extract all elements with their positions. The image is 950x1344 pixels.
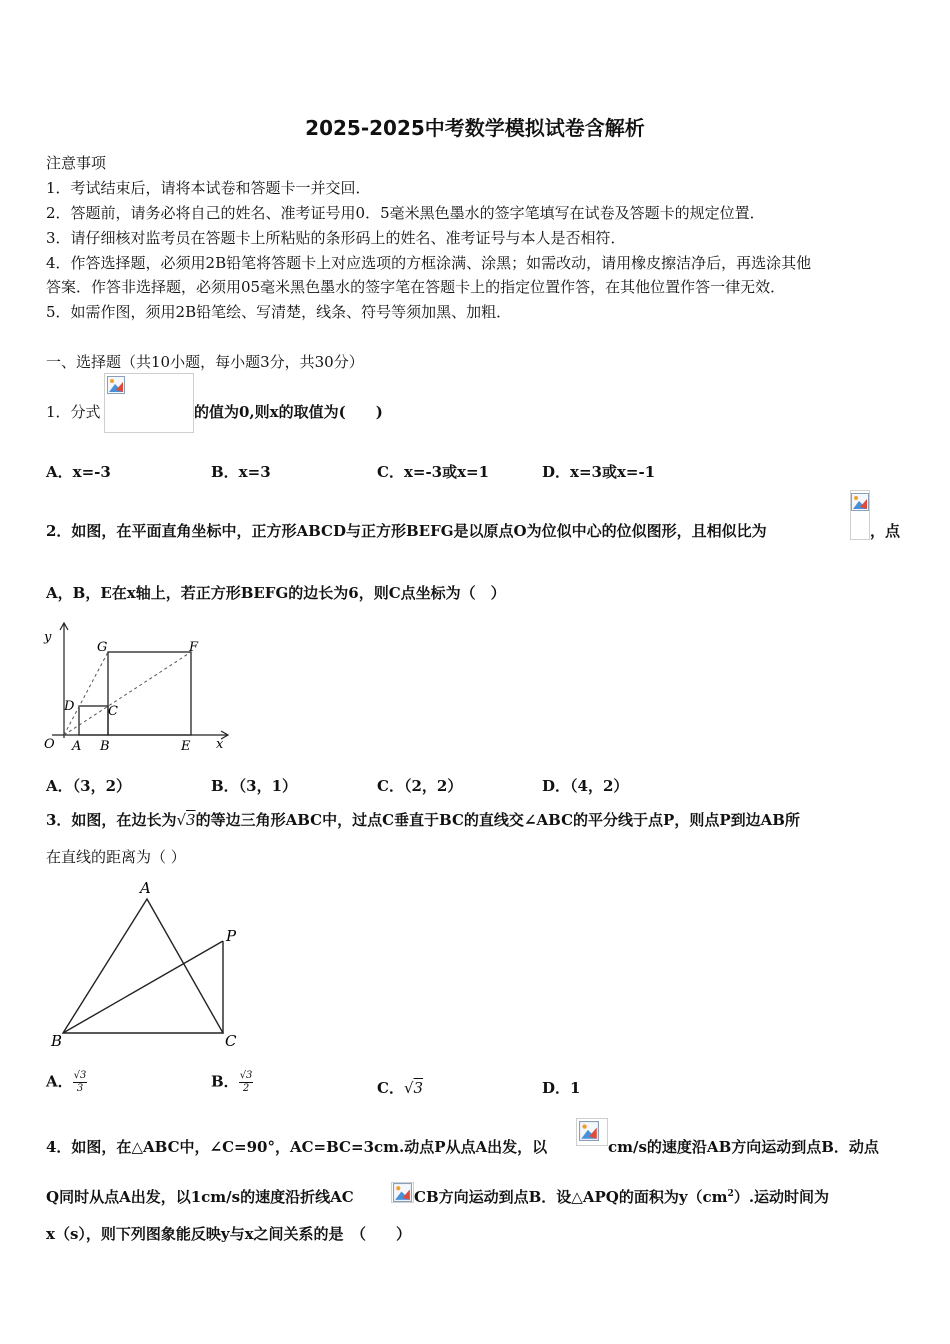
q2-option-c: C．（2，2） xyxy=(377,777,463,795)
q4-text-line1: 4．如图，在△ABC中，∠C=90°，AC=BC=3cm.动点P从点A出发，以 xyxy=(46,1138,548,1156)
q2-ratio-image xyxy=(850,490,870,540)
q2-fig-label: B xyxy=(100,739,110,754)
q3-option-fraction xyxy=(73,1070,88,1095)
q1-fraction-image xyxy=(104,373,194,433)
q2-text-line1-end: ，点 xyxy=(870,522,901,540)
q2-fig-label: F xyxy=(189,640,199,655)
q1-prefix: 1．分式 xyxy=(46,403,101,421)
q3-option-letter: A． xyxy=(46,1072,73,1091)
q4-path-image xyxy=(391,1182,414,1203)
q4-text-line3: x（s），则下列图象能反映y与x之间关系的是 （ ） xyxy=(46,1225,412,1243)
q3-option-d xyxy=(542,1077,580,1098)
q1-option-a: A．x=-3 xyxy=(46,463,111,481)
notice-item: 3．请仔细核对监考员在答题卡上所粘贴的条形码上的姓名、准考证号与本人是否相符． xyxy=(46,229,626,247)
q2-fig-label: A xyxy=(72,739,82,754)
q3-fig-label: P xyxy=(226,927,237,945)
q2-fig-label: E xyxy=(181,739,191,754)
q3-option-b xyxy=(211,1070,253,1095)
q3-option-num: √3 xyxy=(239,1070,253,1081)
notice-item: 1．考试结束后，请将本试卷和答题卡一并交回． xyxy=(46,179,371,197)
q3-text-end: 的等边三角形ABC中，过点C垂直于BC的直线交∠ABC的平分线于点P，则点P到边AB所 xyxy=(195,811,800,829)
q3-figure xyxy=(40,878,250,1053)
q3-text-line2: 在直线的距离为（ ） xyxy=(46,848,186,866)
q3-option-value: 1 xyxy=(570,1079,581,1097)
broken-image-icon xyxy=(851,493,869,511)
broken-image-icon xyxy=(393,1183,412,1202)
q4-text-line2-end xyxy=(414,1186,829,1207)
q4-text-line2-tail: ）.运动时间为 xyxy=(733,1188,830,1206)
q2-fig-label: O xyxy=(44,737,55,752)
q2-figure xyxy=(40,620,240,755)
q2-fig-label: D xyxy=(64,699,75,714)
q3-option-radicand: 3 xyxy=(413,1079,424,1097)
q3-option-c xyxy=(377,1077,423,1098)
q3-option-den: 2 xyxy=(242,1083,250,1094)
broken-image-icon xyxy=(579,1121,599,1141)
q3-option-letter: B． xyxy=(211,1072,239,1091)
q3-text-start: 3．如图，在边长为 xyxy=(46,811,177,829)
section-heading: 一、选择题（共10小题，每小题3分，共30分） xyxy=(46,353,364,371)
q2-option-d: D．（4，2） xyxy=(542,777,629,795)
notice-item: 5．如需作图，须用2B铅笔绘、写清楚，线条、符号等须加黑、加粗． xyxy=(46,303,512,321)
q3-fig-label: A xyxy=(140,879,151,897)
broken-image-icon xyxy=(107,376,125,394)
q4-text-line2-start: Q同时从点A出发，以1cm/s的速度沿折线AC xyxy=(46,1188,354,1206)
q2-fig-label: y xyxy=(44,630,52,645)
q1-suffix: 的值为0,则x的取值为( ) xyxy=(194,403,383,421)
q3-fig-label: B xyxy=(51,1032,63,1050)
q2-text-line1: 2．如图，在平面直角坐标中，正方形ABCD与正方形BEFG是以原点O为位似中心的位似图形，且相似比为 xyxy=(46,522,767,540)
q4-text-line2-mid: CB方向运动到点B．设△APQ的面积为y（cm xyxy=(414,1188,728,1206)
q3-sqrt-radicand: 3 xyxy=(186,811,196,829)
page-title: 2025-2025中考数学模拟试卷含解析 xyxy=(305,116,645,140)
q2-option-a: A．（3，2） xyxy=(46,777,132,795)
q3-option-num: √3 xyxy=(73,1070,87,1081)
q3-option-sqrt: √3 xyxy=(403,1079,424,1097)
notice-heading: 注意事项 xyxy=(46,154,107,172)
notice-item: 4．作答选择题，必须用2B铅笔将答题卡上对应选项的方框涂满、涂黑；如需改动，请用橡皮擦洁净后，再选涂其他 xyxy=(46,254,812,272)
q3-fig-label: C xyxy=(225,1032,237,1050)
q3-sqrt: √3 xyxy=(176,811,196,829)
q3-text-line1 xyxy=(46,809,800,830)
q4-text-line1-end: cm/s的速度沿AB方向运动到点B．动点 xyxy=(608,1138,879,1156)
q2-fig-label: G xyxy=(97,640,108,655)
q2-option-b: B．（3，1） xyxy=(211,777,298,795)
notice-item: 答案．作答非选择题，必须用05毫米黑色墨水的签字笔在答题卡上的指定位置作答，在其他位置作答一律无效． xyxy=(46,278,786,296)
q4-superscript: 2 xyxy=(727,1189,734,1199)
q1-option-d: D．x=3或x=-1 xyxy=(542,463,656,481)
q4-speed-image xyxy=(576,1118,608,1146)
notice-item: 2．答题前，请务必将自己的姓名、准考证号用0．5毫米黑色墨水的签字笔填写在试卷及答题卡的规定位置． xyxy=(46,204,765,222)
q3-option-letter: D． xyxy=(542,1079,571,1097)
q2-fig-label: C xyxy=(108,704,118,719)
q1-option-c: C．x=-3或x=1 xyxy=(377,463,490,481)
q3-option-fraction xyxy=(239,1070,254,1095)
q2-text-line2: A，B，E在x轴上，若正方形BEFG的边长为6，则C点坐标为（ ） xyxy=(46,584,506,602)
q3-option-a xyxy=(46,1070,87,1095)
q1-option-b: B．x=3 xyxy=(211,463,271,481)
q3-option-letter: C． xyxy=(377,1079,404,1097)
q3-option-den: 3 xyxy=(76,1083,84,1094)
q2-fig-label: x xyxy=(216,737,224,752)
